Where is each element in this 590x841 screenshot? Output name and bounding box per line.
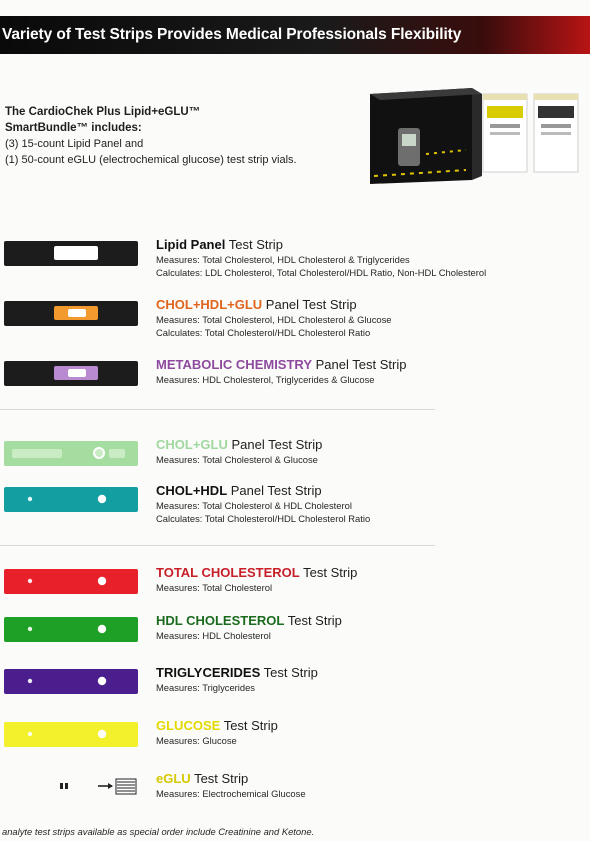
strip-image — [4, 300, 138, 327]
strip-measures: Measures: Total Cholesterol, HDL Cholesterol & Glucose — [156, 314, 392, 325]
strip-graphic — [4, 360, 138, 387]
bundle-title-line1: The CardioChek Plus Lipid+eGLU™ — [5, 106, 201, 118]
strip-measures: Measures: Total Cholesterol — [156, 582, 273, 593]
strip-graphic — [4, 240, 138, 267]
strip-type: Panel Test Strip — [230, 483, 322, 498]
strip-image — [4, 616, 138, 643]
strip-row-lipid-panel — [0, 237, 590, 284]
strip-graphic — [4, 300, 138, 327]
header-title: Variety of Test Strips Provides Medical Professionals Flexibility — [2, 26, 462, 43]
strip-measures: Measures: Glucose — [156, 735, 237, 746]
product-image — [366, 84, 584, 188]
footnote: analyte test strips available as special order include Creatinine and Ketone. — [2, 826, 315, 837]
strip-measures: Measures: HDL Cholesterol — [156, 630, 271, 641]
strip-name: eGLU — [156, 771, 191, 786]
strip-row-triglycerides — [0, 665, 590, 712]
strip-measures: Measures: Total Cholesterol, HDL Cholesterol & Triglycerides — [156, 254, 410, 265]
strip-row-chol-hdl-glu — [0, 297, 590, 344]
bundle-title-line2: SmartBundle™ includes: — [5, 122, 142, 134]
strip-image — [4, 486, 138, 513]
strip-measures: Measures: Electrochemical Glucose — [156, 788, 306, 799]
strip-row-eglu — [0, 771, 590, 818]
strip-row-hdl-cholesterol — [0, 613, 590, 660]
strip-image — [4, 774, 138, 801]
strip-name: CHOL+HDL — [156, 483, 228, 498]
strip-graphic — [4, 774, 138, 801]
strip-calculates: Calculates: Total Cholesterol/HDL Cholesterol Ratio — [156, 513, 371, 524]
strip-measures: Measures: Total Cholesterol & HDL Cholesterol — [156, 500, 352, 511]
strip-type: Test Strip — [228, 237, 283, 252]
product-box-illustration — [366, 84, 584, 188]
strip-graphic — [4, 568, 138, 595]
strip-name: GLUCOSE — [156, 718, 221, 733]
strip-image — [4, 668, 138, 695]
strip-type: Panel Test Strip — [315, 357, 407, 372]
strip-image — [4, 568, 138, 595]
strip-row-metabolic-chemistry — [0, 357, 590, 404]
header-banner — [0, 16, 590, 54]
strip-image — [4, 360, 138, 387]
strip-image — [4, 440, 138, 467]
strip-graphic — [4, 440, 138, 467]
strip-measures: Measures: Total Cholesterol & Glucose — [156, 454, 318, 465]
strip-name: CHOL+GLU — [156, 437, 228, 452]
strip-calculates: Calculates: Total Cholesterol/HDL Cholesterol Ratio — [156, 327, 371, 338]
strip-type: Panel Test Strip — [231, 437, 323, 452]
section-divider — [0, 545, 435, 546]
strip-image — [4, 240, 138, 267]
strip-graphic — [4, 616, 138, 643]
bundle-item-2: (1) 50-count eGLU (electrochemical glucose) test strip vials. — [5, 154, 297, 166]
strip-name: Lipid Panel — [156, 237, 226, 252]
strip-type: Test Strip — [263, 665, 318, 680]
strip-type: Panel Test Strip — [265, 297, 357, 312]
strip-graphic — [4, 486, 138, 513]
strip-row-chol-glu — [0, 437, 590, 484]
strip-measures: Measures: HDL Cholesterol, Triglycerides & Glucose — [156, 374, 375, 385]
strip-name: CHOL+HDL+GLU — [156, 297, 263, 312]
strip-type: Test Strip — [303, 565, 358, 580]
strip-row-glucose — [0, 718, 590, 765]
strip-type: Test Strip — [194, 771, 249, 786]
strip-name: HDL CHOLESTEROL — [156, 613, 285, 628]
strip-name: TRIGLYCERIDES — [156, 665, 261, 680]
strip-type: Test Strip — [287, 613, 342, 628]
strip-calculates: Calculates: LDL Cholesterol, Total Cholesterol/HDL Ratio, Non-HDL Cholesterol — [156, 267, 487, 278]
strip-type: Test Strip — [223, 718, 278, 733]
section-divider — [0, 409, 435, 410]
bundle-description — [5, 104, 355, 168]
strip-row-total-cholesterol — [0, 565, 590, 612]
bundle-item-1: (3) 15-count Lipid Panel and — [5, 138, 144, 150]
strip-name: METABOLIC CHEMISTRY — [156, 357, 312, 372]
strip-graphic — [4, 668, 138, 695]
strip-name: TOTAL CHOLESTEROL — [156, 565, 300, 580]
strip-measures: Measures: Triglycerides — [156, 682, 255, 693]
strip-graphic — [4, 721, 138, 748]
strip-row-chol-hdl — [0, 483, 590, 530]
strip-image — [4, 721, 138, 748]
